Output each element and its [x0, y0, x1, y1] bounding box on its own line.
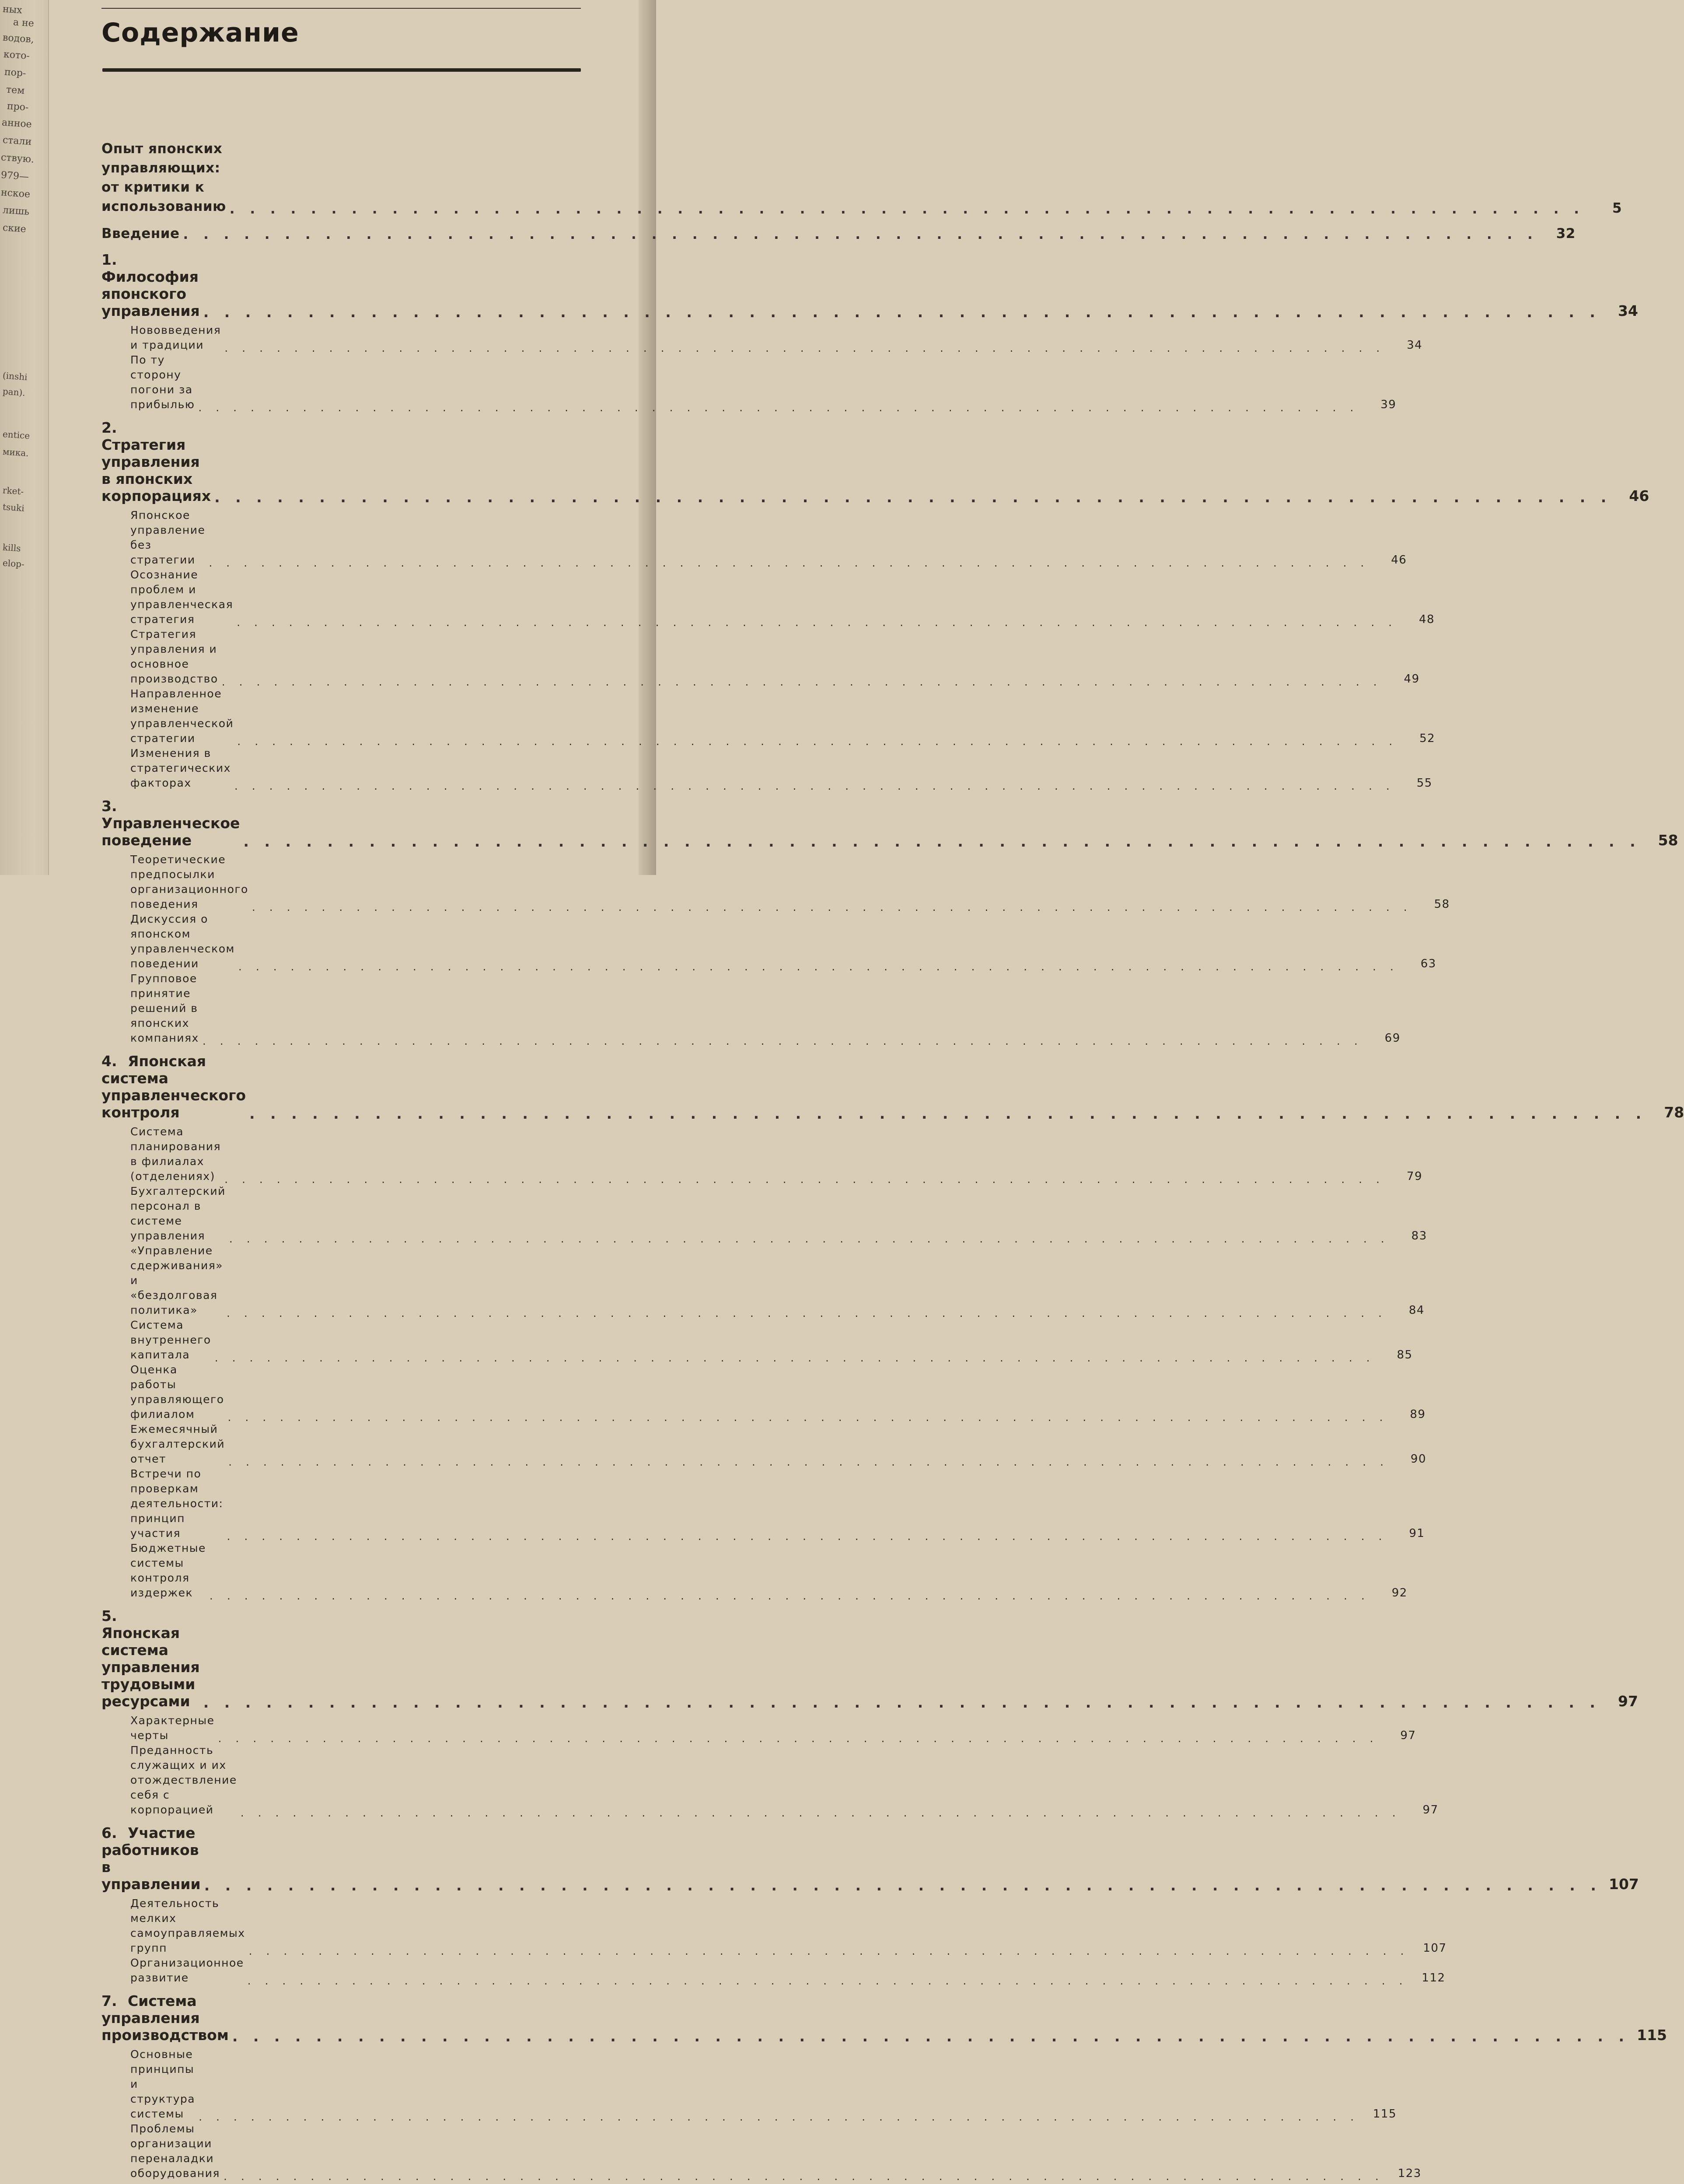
section-title: Изменения в стратегических факторах [130, 747, 231, 789]
leader-dots [238, 959, 1399, 972]
margin-fragment: кото- [3, 49, 30, 62]
toc-chapter[interactable] [101, 1053, 1684, 1121]
leader-dots [237, 734, 1398, 746]
margin-fragment: 979— [0, 169, 29, 183]
margin-fragment: анное [1, 117, 32, 130]
leader-dots [237, 615, 1397, 627]
chapter-title: Система управления производством [101, 1992, 229, 2044]
margin-fragment: ствую. [0, 152, 35, 165]
page-number: 83 [1411, 1229, 1427, 1242]
page-number: 46 [1391, 553, 1407, 567]
margin-fragment: tsuki [2, 501, 25, 514]
leader-dots [248, 1974, 1408, 1986]
table-of-contents [101, 139, 1684, 2181]
section-title: Осознание проблем и управленческая стратегия [130, 568, 234, 626]
title-rule [102, 68, 581, 72]
margin-fragment: про- [7, 101, 29, 113]
chapter-number: 3. [101, 798, 117, 815]
section-title: Стратегия управления и основное производство [130, 628, 218, 685]
leader-dots [227, 1410, 1388, 1422]
chapter-number: 7. [101, 1992, 117, 2009]
toc-section[interactable] [101, 2121, 1422, 2181]
margin-fragment: нское [0, 187, 31, 200]
margin-fragment: ных [2, 4, 23, 16]
section-title: Преданность служащих и их отождествление себя с корпорацией [130, 1744, 237, 1816]
chapter-number: 2. [101, 419, 117, 436]
leader-dots [222, 675, 1382, 687]
section-title: Теоретические предпосылки организационного поведения [130, 853, 248, 910]
section-title: Бюджетные системы контроля издержек [130, 1542, 206, 1599]
margin-fragment: мика. [2, 446, 29, 459]
leader-dots [218, 1731, 1379, 1743]
toc-section[interactable] [101, 686, 1436, 746]
leader-dots [203, 1034, 1363, 1046]
leader-dots [199, 2110, 1359, 2122]
leader-dots [214, 489, 1611, 504]
leader-dots [243, 833, 1640, 849]
leader-dots [203, 304, 1600, 319]
leader-dots [252, 900, 1412, 912]
page-number: 34 [1407, 339, 1423, 352]
toc-entry-intro[interactable] [101, 226, 1576, 242]
entry-title: Опыт японских управляющих: от критики к использованию [101, 141, 226, 214]
page-number: 69 [1384, 1032, 1401, 1045]
section-title: Характерные черты [130, 1714, 215, 1742]
toc-section[interactable] [101, 912, 1436, 971]
leader-dots [232, 2028, 1629, 2044]
leader-dots [227, 1306, 1387, 1318]
section-title: По ту сторону погони за прибылью [130, 354, 195, 411]
toc-section[interactable] [101, 852, 1450, 912]
toc-section[interactable] [101, 1541, 1408, 1600]
toc-section[interactable] [101, 1362, 1426, 1422]
toc-section[interactable] [101, 353, 1397, 412]
margin-fragment: entice [2, 428, 30, 441]
page-number: 85 [1397, 1348, 1413, 1362]
toc-chapter[interactable] [101, 419, 1649, 504]
section-title: Дискуссия о японском управленческом поведении [130, 913, 235, 970]
margin-fragment: ские [2, 222, 27, 235]
page-number: 49 [1404, 672, 1420, 686]
leader-dots [227, 1529, 1387, 1541]
page-number: 97 [1422, 1803, 1439, 1816]
margin-fragment: kills [2, 542, 21, 554]
margin-fragment: (inshi [2, 370, 28, 382]
toc-section[interactable] [101, 746, 1432, 791]
chapter-title: Японская система управленческого контроля [101, 1053, 246, 1121]
section-title: Деятельность мелких самоуправляемых групп [130, 1897, 245, 1954]
page-number: 97 [1618, 1693, 1638, 1710]
page-number: 32 [1556, 226, 1576, 242]
leader-dots [241, 1806, 1401, 1818]
toc-section[interactable] [101, 1124, 1422, 1184]
page-number: 107 [1608, 1876, 1639, 1893]
toc-section[interactable] [101, 567, 1435, 627]
page-number: 79 [1406, 1170, 1422, 1183]
chapter-title: Японская система управления трудовыми ресурсами [101, 1624, 200, 1710]
toc-section[interactable] [101, 1713, 1416, 1743]
page-number: 115 [1637, 2026, 1667, 2044]
toc-page [101, 0, 1684, 2180]
page-number: 48 [1418, 613, 1435, 626]
leader-dots [215, 1351, 1375, 1363]
leader-dots [198, 400, 1359, 413]
page-number: 78 [1664, 1104, 1684, 1121]
leader-dots [224, 1172, 1385, 1184]
toc-section[interactable] [101, 627, 1420, 686]
toc-chapter[interactable] [101, 1824, 1639, 1893]
leader-dots [249, 1105, 1646, 1121]
leader-dots [234, 779, 1395, 791]
leader-dots [203, 1694, 1600, 1710]
toc-section[interactable] [101, 1743, 1439, 1817]
section-title: Встречи по проверкам деятельности: принцип участия [130, 1467, 224, 1540]
margin-fragment: тем [6, 84, 25, 97]
toc-section[interactable] [101, 1956, 1446, 1985]
section-title: Оценка работы управляющего филиалом [130, 1363, 224, 1421]
chapter-number: 5. [101, 1607, 117, 1624]
facing-page-edge [0, 0, 49, 875]
leader-dots [183, 227, 1538, 242]
page-number: 34 [1618, 302, 1638, 319]
page-number: 5 [1612, 200, 1622, 216]
margin-fragment: а не [13, 17, 35, 29]
section-title: Система внутреннего капитала [130, 1319, 211, 1361]
toc-section[interactable] [101, 508, 1407, 567]
page-number: 90 [1410, 1452, 1427, 1466]
leader-dots [209, 556, 1369, 568]
margin-fragment: водов, [2, 32, 35, 46]
section-title: Нововведения и традиции [130, 324, 221, 351]
toc-section[interactable] [101, 323, 1423, 353]
leader-dots [249, 1944, 1409, 1956]
chapter-number: 6. [101, 1824, 117, 1841]
entry-title: Введение [101, 226, 180, 242]
page-number: 91 [1409, 1527, 1425, 1540]
toc-section[interactable] [101, 1466, 1425, 1541]
toc-section[interactable] [101, 1896, 1447, 1956]
page-number: 58 [1434, 898, 1450, 911]
page-number: 63 [1420, 957, 1436, 970]
page-number: 58 [1658, 832, 1678, 849]
leader-dots [224, 341, 1385, 353]
margin-fragment: rket- [2, 485, 24, 497]
page-number: 112 [1422, 1971, 1446, 1984]
chapter-title: Философия японского управления [101, 268, 200, 319]
toc-chapter[interactable] [101, 1992, 1667, 2044]
page-title: Содержание [101, 18, 299, 48]
margin-fragment: пор- [4, 66, 27, 79]
toc-section[interactable] [101, 1318, 1413, 1362]
margin-fragment: лишь [2, 204, 30, 218]
toc-section[interactable] [101, 2047, 1397, 2121]
section-title: Японское управление без стратегии [130, 509, 206, 566]
margin-fragment: стали [2, 134, 32, 148]
page-number: 52 [1419, 732, 1436, 745]
chapter-number: 1. [101, 251, 117, 268]
leader-dots [224, 2169, 1384, 2181]
section-title: Групповое принятие решений в японских компаниях [130, 972, 199, 1044]
page-number: 84 [1408, 1304, 1425, 1317]
leader-dots [230, 201, 1584, 216]
toc-chapter[interactable] [101, 251, 1638, 319]
page-number: 39 [1380, 398, 1397, 411]
top-rule [101, 8, 581, 9]
toc-entry-preface[interactable] [101, 139, 1622, 216]
section-title: Система планирования в филиалах (отделениях) [130, 1125, 221, 1183]
leader-dots [210, 1589, 1370, 1601]
toc-section[interactable] [101, 971, 1401, 1046]
toc-chapter[interactable] [101, 1607, 1638, 1710]
chapter-title: Управленческое поведение [101, 815, 240, 849]
margin-fragment: elop- [2, 557, 25, 570]
section-title: Ежемесячный бухгалтерский отчет [130, 1423, 225, 1465]
page-number: 123 [1398, 2167, 1422, 2180]
leader-dots [204, 1877, 1601, 1893]
page-number: 46 [1629, 487, 1649, 504]
page-number: 55 [1416, 777, 1432, 790]
section-title: Бухгалтерский персонал в системе управления [130, 1185, 226, 1242]
section-title: Организационное развитие [130, 1956, 244, 1984]
page-number: 97 [1400, 1729, 1416, 1742]
toc-section[interactable] [101, 1243, 1425, 1318]
chapter-number: 4. [101, 1053, 117, 1070]
page-number: 107 [1423, 1942, 1447, 1955]
toc-chapter[interactable] [101, 798, 1678, 849]
leader-dots [229, 1232, 1390, 1244]
page-number: 89 [1410, 1408, 1426, 1421]
chapter-title: Участие работников в управлении [101, 1824, 201, 1893]
section-title: «Управление сдерживания» и «бездолговая политика» [130, 1244, 224, 1316]
toc-section[interactable] [101, 1184, 1427, 1243]
chapter-title: Стратегия управления в японских корпорациях [101, 436, 211, 504]
toc-section[interactable] [101, 1422, 1427, 1466]
section-title: Проблемы организации переналадки оборудования [130, 2122, 220, 2180]
section-title: Направленное изменение управленческой стратегии [130, 687, 234, 745]
leader-dots [228, 1455, 1389, 1467]
margin-fragment: pan). [2, 386, 26, 398]
page-number: 115 [1373, 2107, 1397, 2121]
page-number: 92 [1391, 1586, 1408, 1600]
section-title: Основные принципы и структура системы [130, 2048, 196, 2120]
